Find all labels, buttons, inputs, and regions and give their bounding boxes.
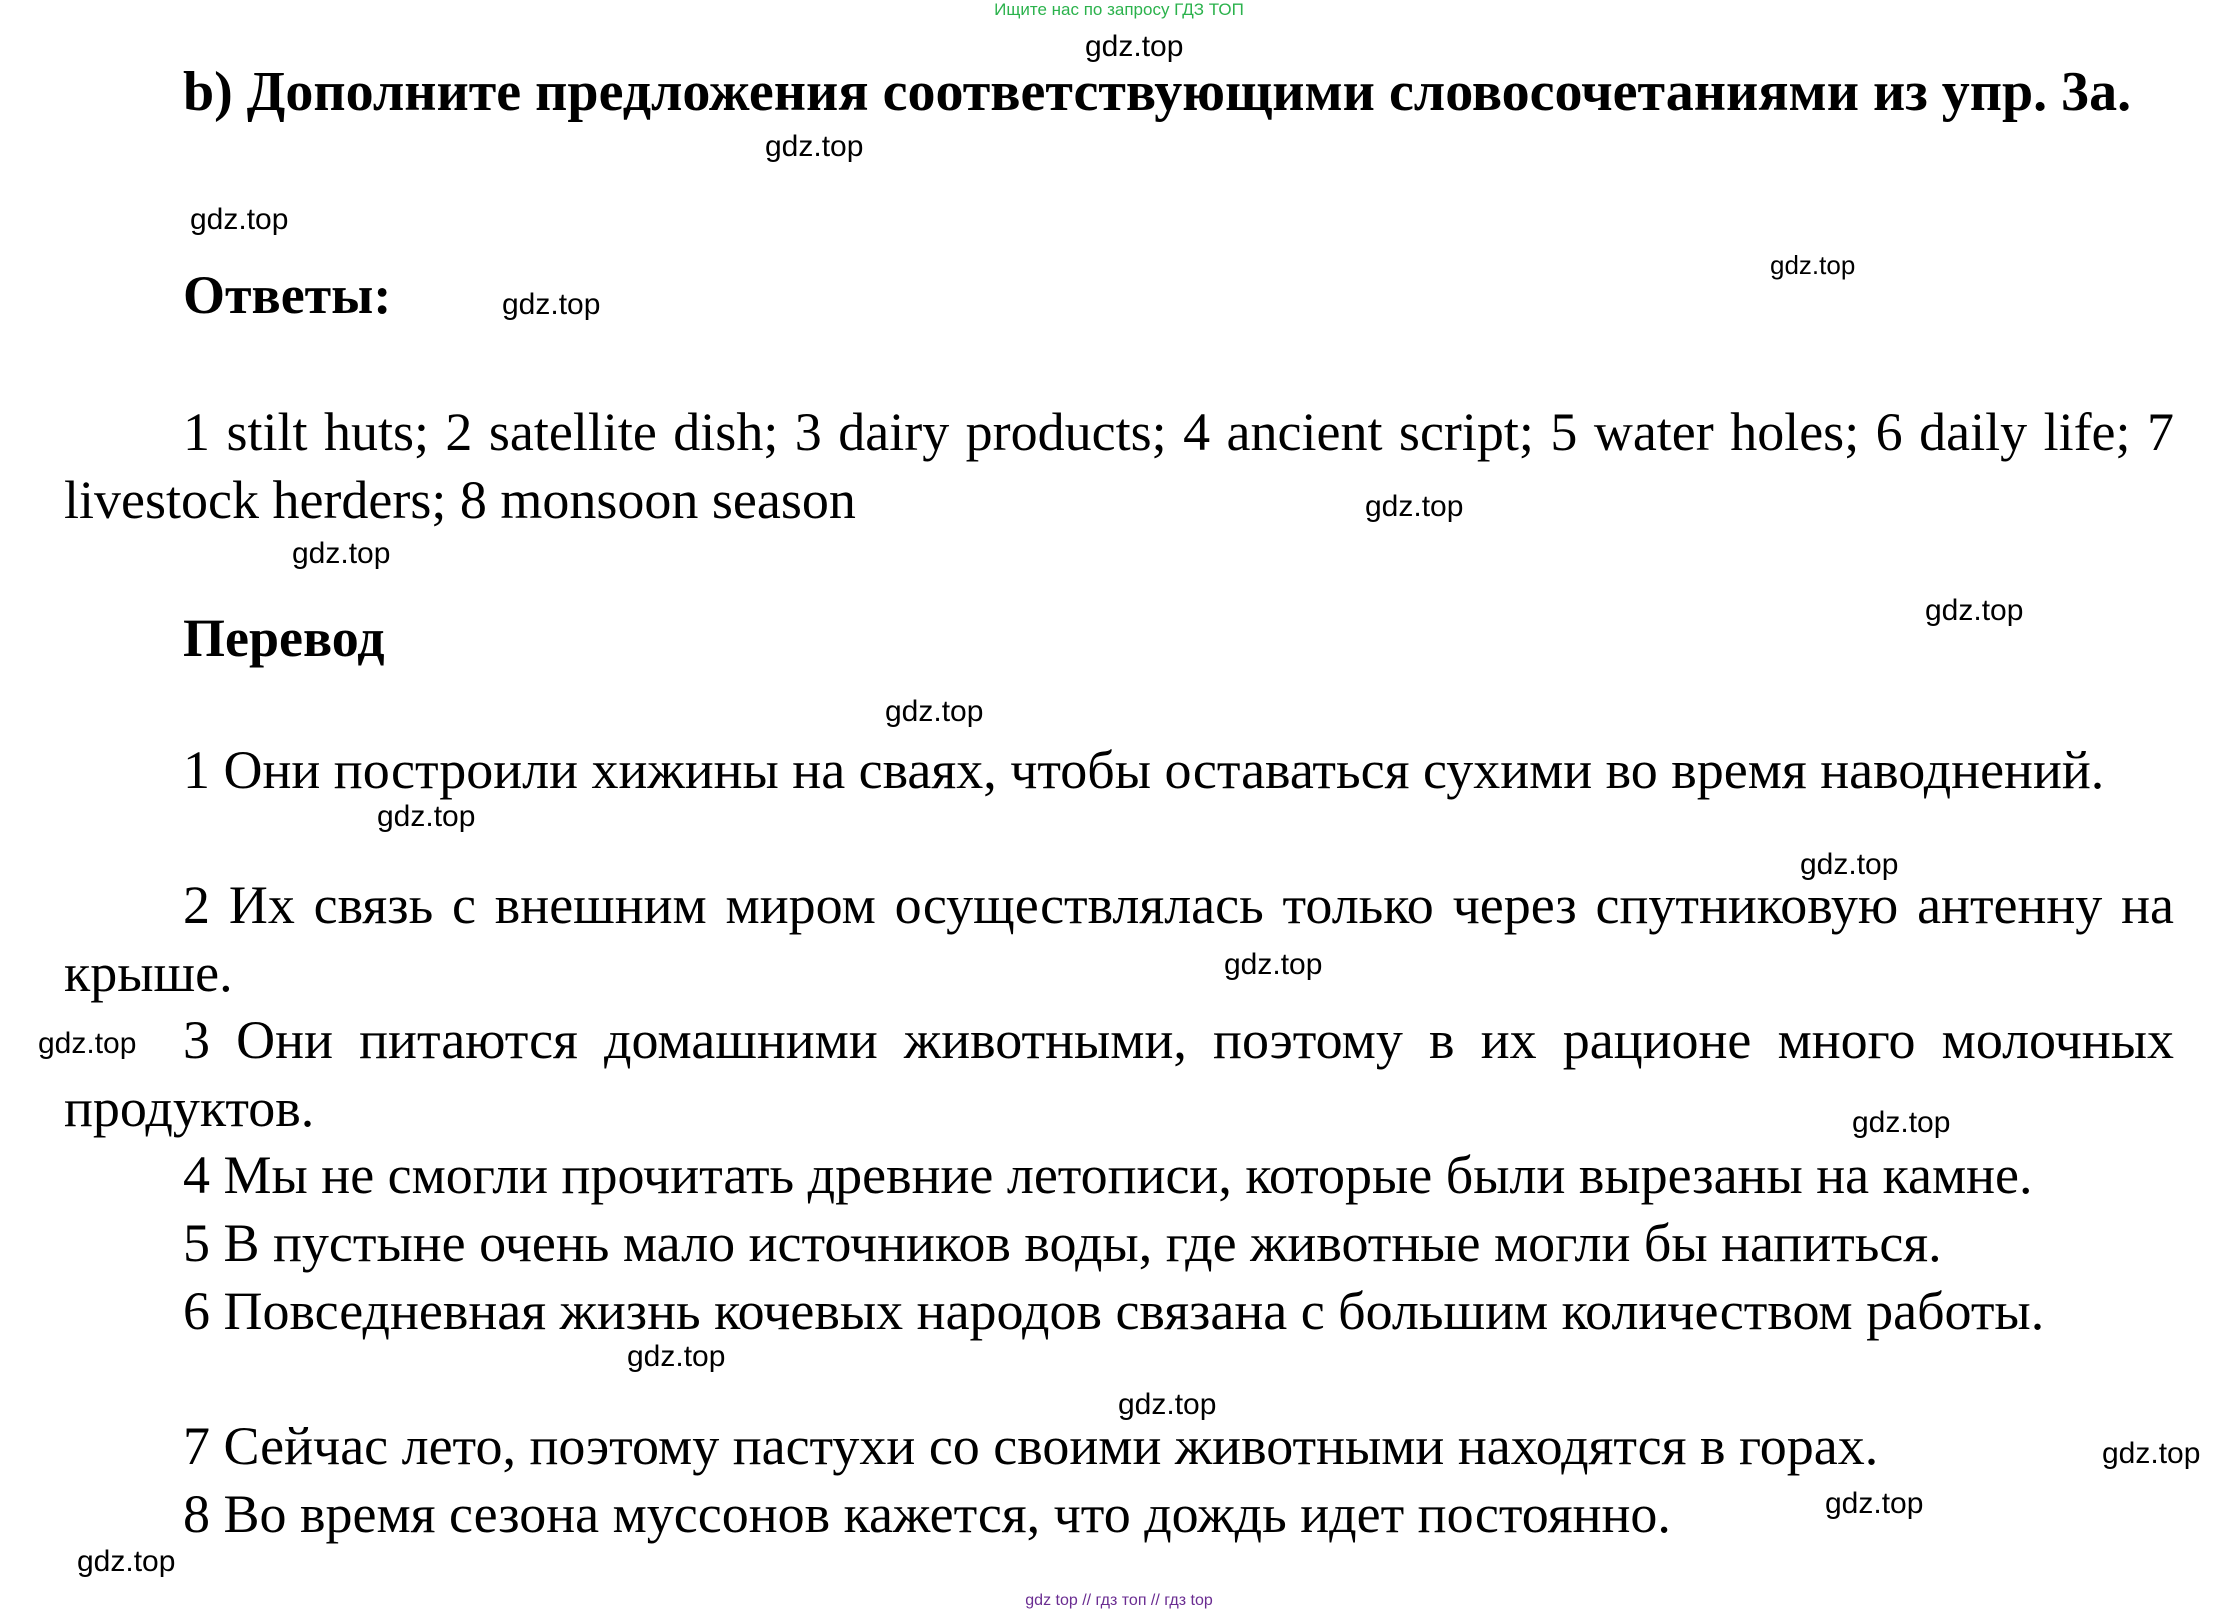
watermark: gdz.top	[627, 1340, 726, 1373]
translation-sentence-1: 1 Они построили хижины на сваях, чтобы оставаться сухими во время наводнений.	[183, 740, 2105, 800]
task-heading: b) Дополните предложения соответствующими словосочетаниями из упр. 3a.	[183, 61, 2132, 123]
answers-title: Ответы:	[183, 265, 392, 325]
watermark: gdz.top	[1365, 490, 1464, 523]
watermark: gdz.top	[765, 130, 864, 163]
watermark: gdz.top	[1852, 1106, 1951, 1139]
watermark: gdz.top	[2102, 1437, 2201, 1470]
watermark: gdz.top	[292, 537, 391, 570]
watermark: gdz.top	[502, 288, 601, 321]
watermark: gdz.top	[1224, 948, 1323, 981]
footer-banner[interactable]: gdz top // гдз топ // гдз top	[1025, 1592, 1213, 1609]
watermark: gdz.top	[1770, 250, 1856, 280]
top-banner[interactable]: Ищите нас по запросу ГДЗ ТОП	[994, 0, 1244, 19]
translation-sentence-6: 6 Повседневная жизнь кочевых народов связана с большим количеством работы.	[183, 1281, 2045, 1341]
translation-sentence-2: 2 Их связь с внешним миром осуществлялась только через спутниковую антенну на крыше.	[64, 875, 2174, 1003]
watermark: gdz.top	[77, 1545, 176, 1578]
translation-sentence-3: 3 Они питаются домашними животными, поэтому в их рационе много молочных продуктов.	[64, 1010, 2174, 1138]
watermark: gdz.top	[885, 695, 984, 728]
watermark: gdz.top	[1118, 1388, 1217, 1421]
translation-sentence-5: 5 В пустыне очень мало источников воды, где животные могли бы напиться.	[183, 1213, 1942, 1273]
watermark: gdz.top	[1925, 594, 2024, 627]
watermark: gdz.top	[38, 1027, 137, 1060]
watermark: gdz.top	[1800, 848, 1899, 881]
watermark: gdz.top	[190, 203, 289, 236]
answers-text: 1 stilt huts; 2 satellite dish; 3 dairy products; 4 ancient script; 5 water holes; 6 daily life; 7 livestock herders; 8 monsoon season	[64, 402, 2174, 530]
watermark: gdz.top	[1825, 1487, 1924, 1520]
translation-sentence-4: 4 Мы не смогли прочитать древние летописи, которые были вырезаны на камне.	[183, 1145, 2033, 1205]
translation-sentence-7: 7 Сейчас лето, поэтому пастухи со своими животными находятся в горах.	[183, 1416, 1879, 1476]
watermark: gdz.top	[377, 800, 476, 833]
translation-title: Перевод	[183, 608, 385, 668]
watermark: gdz.top	[1085, 30, 1184, 63]
translation-sentence-8: 8 Во время сезона муссонов кажется, что дождь идет постоянно.	[183, 1484, 1671, 1544]
